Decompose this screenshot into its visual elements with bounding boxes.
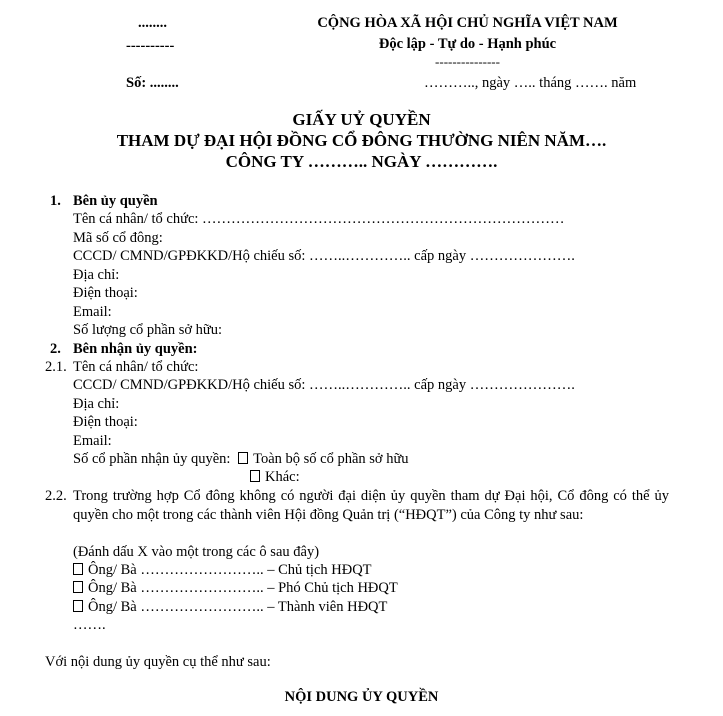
grantee-address-field: Địa chỉ: xyxy=(73,396,120,412)
date-line: ……….., ngày ….. tháng ……. năm xyxy=(424,75,637,91)
choice-vice-chairman-label: Ông/ Bà …………………….. – Phó Chủ tịch HĐQT xyxy=(88,580,398,596)
choice-chairman xyxy=(73,561,372,579)
grantor-shareholder-code-field: Mã số cổ đông: xyxy=(73,230,163,246)
board-proxy-paragraph: Trong trường hợp Cổ đông không có người đại diện ủy quyền tham dự Đại hội, Cổ đông có thể ủy quyền cho một trong các thành viên Hội đồng Quản trị (“HĐQT”) của Công ty như sau: xyxy=(73,488,669,523)
document-subtitle: THAM DỰ ĐẠI HỘI ĐỒNG CỔ ĐÔNG THƯỜNG NIÊN NĂM…. xyxy=(116,131,607,150)
checkbox-all-shares[interactable] xyxy=(238,452,248,464)
subsection-2-1-number: 2.1. xyxy=(45,359,67,375)
grantor-email-field: Email: xyxy=(73,304,112,320)
grantee-email-field: Email: xyxy=(73,433,112,449)
choice-board-member-label: Ông/ Bà …………………….. – Thành viên HĐQT xyxy=(88,599,388,615)
checkbox-chairman[interactable] xyxy=(73,563,83,575)
checkbox-board-member[interactable] xyxy=(73,600,83,612)
grantor-shares-field: Số lượng cổ phần sở hữu: xyxy=(73,322,223,338)
grantee-phone-field: Điện thoại: xyxy=(73,414,138,430)
document-company-line: CÔNG TY ……….. NGÀY …………. xyxy=(225,152,498,171)
document-number-label: Số: ........ xyxy=(126,75,179,91)
checkbox-other-shares[interactable] xyxy=(250,470,260,482)
header-left-dashes: ---------- xyxy=(126,38,175,54)
grantor-phone-field: Điện thoại: xyxy=(73,285,138,301)
grantor-address-field: Địa chỉ: xyxy=(73,267,120,283)
motto-underline: --------------- xyxy=(435,54,500,69)
country-name: CỘNG HÒA XÃ HỘI CHỦ NGHĨA VIỆT NAM xyxy=(317,15,618,31)
choice-board-member xyxy=(73,598,387,616)
header-left-dots: ........ xyxy=(138,15,167,31)
choice-ellipsis: ……. xyxy=(73,617,106,633)
option-other-label: Khác: xyxy=(265,469,300,485)
section1-heading: Bên ủy quyền xyxy=(73,193,158,209)
choice-vice-chairman xyxy=(73,579,398,597)
delegated-shares-row xyxy=(73,450,409,468)
grantee-id-field: CCCD/ CMND/GPĐKKD/Hộ chiếu số: ……..………….. cấp ngày …………………. xyxy=(73,377,575,393)
grantee-name-field: Tên cá nhân/ tổ chức: xyxy=(73,359,199,375)
delegated-shares-other-row xyxy=(250,468,300,486)
delegated-shares-label: Số cổ phần nhận ủy quyền: xyxy=(73,451,231,467)
content-heading: NỘI DUNG ỦY QUYỀN xyxy=(284,689,439,705)
national-motto: Độc lập - Tự do - Hạnh phúc xyxy=(378,36,557,52)
checkbox-vice-chairman[interactable] xyxy=(73,581,83,593)
option-all-shares-label: Toàn bộ số cổ phần sở hữu xyxy=(253,451,409,467)
choice-chairman-label: Ông/ Bà …………………….. – Chủ tịch HĐQT xyxy=(88,562,372,578)
section1-number: 1. xyxy=(50,193,61,209)
mark-instruction: (Đánh dấu X vào một trong các ô sau đây) xyxy=(73,544,320,560)
content-intro: Với nội dung ủy quyền cụ thể như sau: xyxy=(45,654,271,670)
grantor-id-field: CCCD/ CMND/GPĐKKD/Hộ chiếu số: ……..………….. cấp ngày …………………. xyxy=(73,248,575,264)
section2-heading: Bên nhận ủy quyền: xyxy=(73,341,198,357)
document-title: GIẤY UỶ QUYỀN xyxy=(292,110,431,129)
subsection-2-2-number: 2.2. xyxy=(45,488,67,504)
section2-number: 2. xyxy=(50,341,61,357)
grantor-name-field: Tên cá nhân/ tổ chức: ………………………………………………………………… xyxy=(73,211,565,227)
